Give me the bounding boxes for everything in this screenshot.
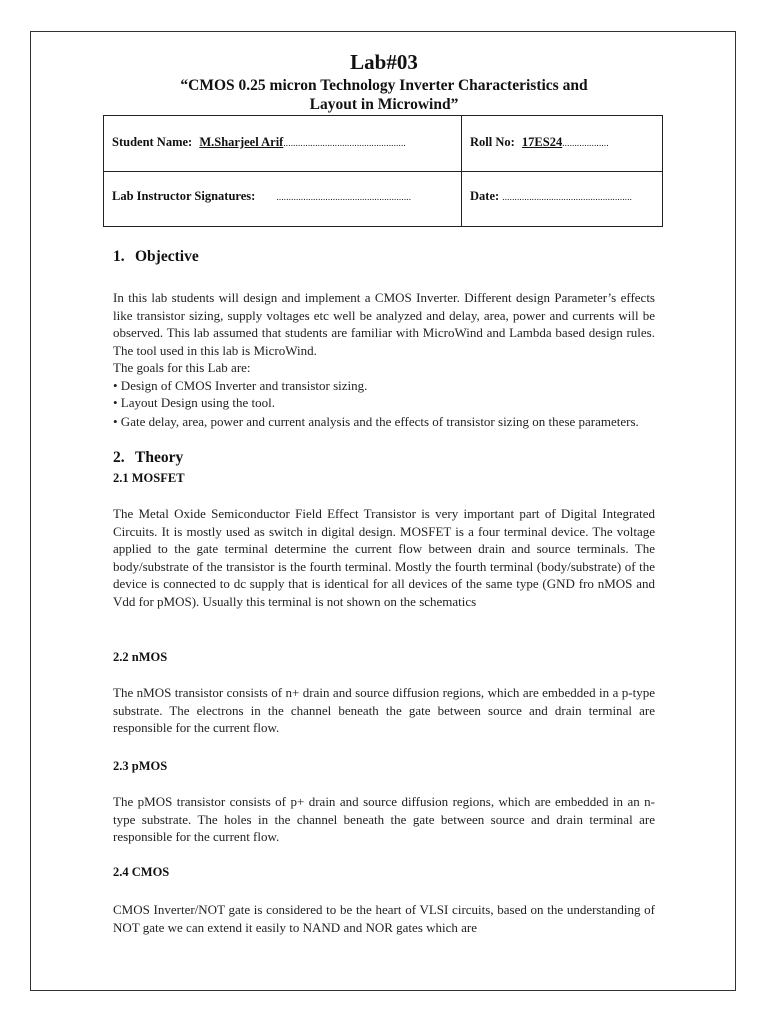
date-cell — [470, 189, 632, 204]
signature-label: Lab Instructor Signatures: — [112, 189, 256, 203]
objective-number: 1. — [113, 248, 125, 265]
student-info-table — [103, 115, 663, 227]
mosfet-paragraph: The Metal Oxide Semiconductor Field Effect Transistor is very important part of Digital Integrated Circuits. It is mostly used as switch in digital design. MOSFET is a four terminal device. The voltage applied to the gate terminal determine the current flow between drain and source terminals. The body/substrate of the transistor is the fourth terminal. Mostly the fourth terminal (body/substrate) of the device is connected to dc supply that is identical for all devices of the same type (GND fro nMOS and Vdd for pMOS). Usually this terminal is not shown on the schematics — [113, 506, 655, 609]
student-name-label: Student Name: — [112, 135, 193, 149]
pmos-heading: 2.3 pMOS — [113, 759, 168, 773]
cmos-paragraph: CMOS Inverter/NOT gate is considered to be the heart of VLSI circuits, based on the understanding of NOT gate we can extend it easily to NAND and NOR gates which are — [113, 902, 655, 935]
mosfet-heading: 2.1 MOSFET — [113, 471, 185, 485]
goals-intro: The goals for this Lab are: — [113, 360, 251, 375]
lab-subtitle-line-1: “CMOS 0.25 micron Technology Inverter Characteristics and — [180, 77, 588, 94]
objective-heading-text: Objective — [135, 248, 199, 265]
student-name-dots: .................................................. — [283, 138, 406, 148]
date-dots: ..................................................... — [502, 192, 633, 202]
nmos-paragraph: The nMOS transistor consists of n+ drain and source diffusion regions, which are embedded in a p-type substrate. The electrons in the channel beneath the gate between source and drain terminal are responsible for the current flow. — [113, 685, 655, 736]
roll-no-cell — [470, 135, 609, 150]
date-label: Date: — [470, 189, 500, 203]
lab-title: Lab#03 — [350, 50, 418, 74]
objective-paragraph: In this lab students will design and implement a CMOS Inverter. Different design Parameter’s effects like transistor sizing, supply voltages etc well be analyzed and delay, area, power and currents will be observed. This lab assumed that students are familiar with MicroWind and Lambda based design rules. The tool used in this lab is MicroWind. — [113, 290, 655, 358]
roll-no-label: Roll No: — [470, 135, 515, 149]
theory-number: 2. — [113, 449, 125, 466]
student-name-cell — [112, 135, 406, 150]
lab-subtitle-line-2: Layout in Microwind” — [309, 96, 459, 113]
table-row-divider — [104, 171, 662, 172]
goal-item: • Layout Design using the tool. — [113, 395, 275, 410]
signature-dots: ....................................................... — [276, 192, 412, 202]
theory-heading — [113, 449, 183, 467]
goal-item: • Gate delay, area, power and current analysis and the effects of transistor sizing on these parameters. — [113, 414, 639, 429]
roll-no-dots: ................... — [562, 138, 609, 148]
objective-heading — [113, 248, 199, 266]
table-column-divider — [461, 116, 462, 226]
cmos-heading: 2.4 CMOS — [113, 865, 170, 879]
nmos-heading: 2.2 nMOS — [113, 650, 168, 664]
theory-heading-text: Theory — [135, 449, 184, 466]
student-name-value: M.Sharjeel Arif — [199, 135, 284, 149]
goal-item: • Design of CMOS Inverter and transistor sizing. — [113, 378, 368, 393]
pmos-paragraph: The pMOS transistor consists of p+ drain and source diffusion regions, which are embedded in an n-type substrate. The holes in the channel beneath the gate between source and drain terminal are responsible for the current flow. — [113, 794, 655, 845]
roll-no-value: 17ES24 — [521, 135, 563, 149]
signature-cell — [112, 189, 411, 204]
